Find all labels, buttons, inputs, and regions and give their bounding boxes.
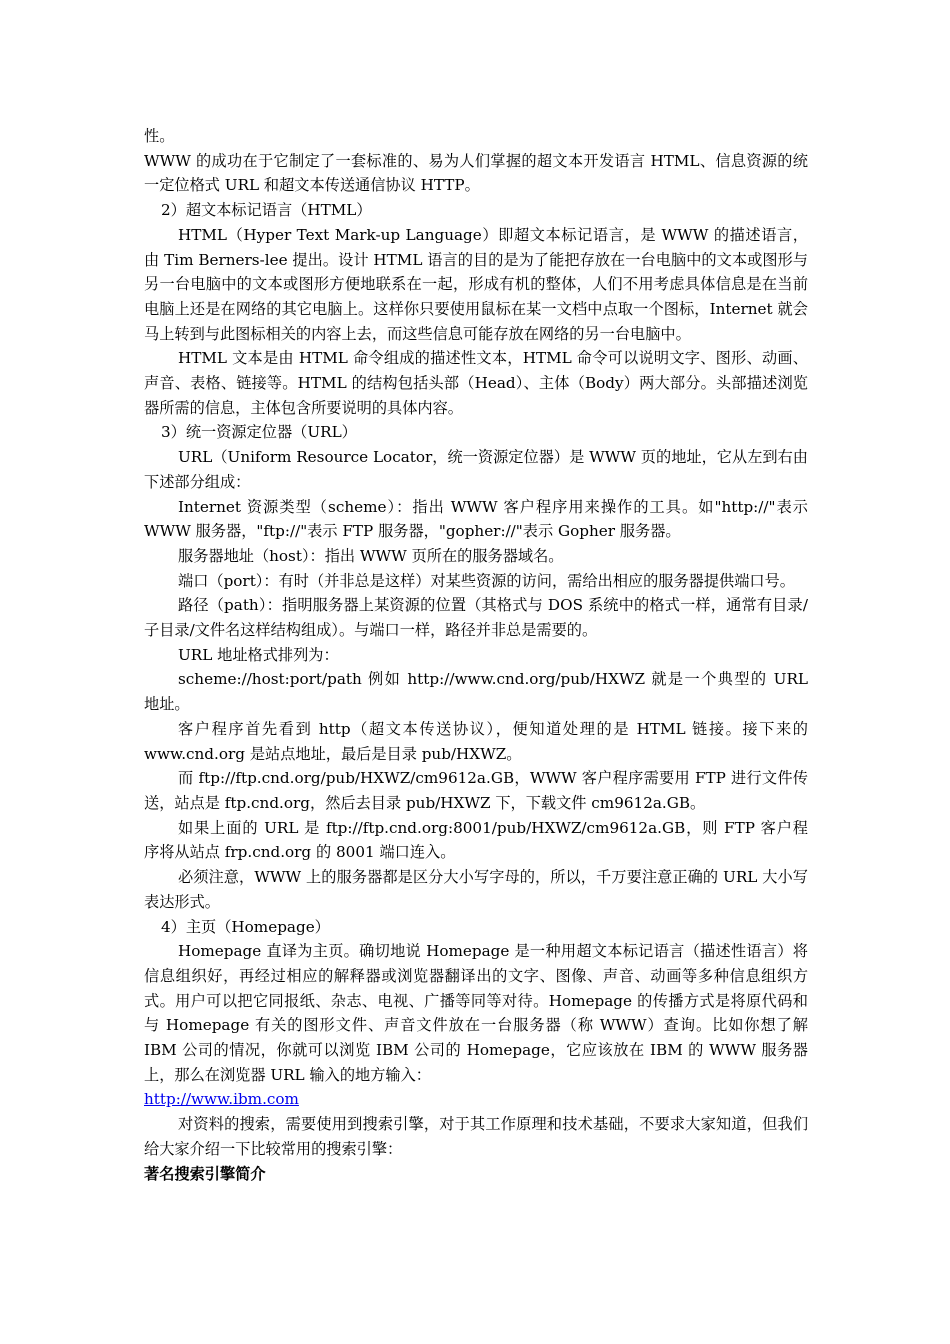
ibm-link-line — [144, 1087, 808, 1112]
paragraph-html-definition: HTML（Hyper Text Mark-up Language）即超文本标记语言，是 WWW 的描述语言，由 Tim Berners-lee 提出。设计 HTML 语言的目的是为了能把存放在一台电脑中的文本或图形与另一台电脑中的文本或图形方便地联系在一起，形成有机的整体，人们不用考虑具体信息是在当前电脑上还是在网络的其它电脑上。这样你只要使用鼠标在某一文档中点取一个图标，Internet 就会马上转到与此图标相关的内容上去，而这些信息可能存放在网络的另一台电脑中。 — [144, 225, 808, 343]
paragraph-www-success: WWW 的成功在于它制定了一套标准的、易为人们掌握的超文本开发语言 HTML、信息资源的统一定位格式 URL 和超文本传送通信协议 HTTP。 — [144, 151, 808, 195]
ibm-link[interactable]: http://www.ibm.com — [144, 1090, 299, 1109]
paragraph-url-path: 路径（path）：指明服务器上某资源的位置（其格式与 DOS 系统中的格式一样，通常有目录/子目录/文件名这样结构组成）。与端口一样，路径并非总是需要的。 — [144, 596, 808, 640]
document-body — [144, 124, 808, 1186]
paragraph-url-example: scheme://host:port/path 例如 http://www.cnd.org/pub/HXWZ 就是一个典型的 URL 地址。 — [144, 670, 808, 714]
section-heading-homepage: 4）主页（Homepage） — [161, 917, 330, 936]
paragraph-url-definition: URL（Uniform Resource Locator，统一资源定位器）是 WWW 页的地址，它从左到右由下述部分组成： — [144, 448, 808, 491]
paragraph-url-port: 端口（port）：有时（并非总是这样）对某些资源的访问，需给出相应的服务器提供端口号。 — [178, 571, 795, 590]
paragraph-client-http: 客户程序首先看到 http（超文本传送协议），便知道处理的是 HTML 链接。接下来的 www.cnd.org 是站点地址，最后是目录 pub/HXWZ。 — [144, 719, 808, 763]
section-heading-url: 3）统一资源定位器（URL） — [161, 423, 357, 442]
paragraph-ftp-port-example: 如果上面的 URL 是 ftp://ftp.cnd.org:8001/pub/HXWZ/cm9612a.GB，则 FTP 客户程序将从站点 frp.cnd.org 的 8001 端口连入。 — [144, 818, 808, 862]
heading-search-engines: 著名搜索引擎简介 — [144, 1164, 266, 1183]
paragraph-ftp-example: 而 ftp://ftp.cnd.org/pub/HXWZ/cm9612a.GB，WWW 客户程序需要用 FTP 进行文件传送，站点是 ftp.cnd.org，然后去目录 pub/HXWZ 下，下载文件 cm9612a.GB。 — [144, 769, 808, 812]
section-heading-html: 2）超文本标记语言（HTML） — [161, 201, 372, 220]
paragraph-homepage: Homepage 直译为主页。确切地说 Homepage 是一种用超文本标记语言（描述性语言）将信息组织好，再经过相应的解释器或浏览器翻译出的文字、图像、声音、动画等多种信息组织方式。用户可以把它同报纸、杂志、电视、广播等同等对待。Homepage 的传播方式是将原代码和与 Homepage 有关的图形文件、声音文件放在一台服务器（称 WWW）查询。比如你想了解 IBM 公司的情况，你就可以浏览 IBM 公司的 Homepage，它应该放在 IBM 的 WWW 服务器上，那么在浏览器 URL 输入的地方输入： — [144, 942, 808, 1084]
paragraph-url-format: URL 地址格式排列为： — [178, 645, 339, 664]
paragraph-case-sensitive: 必须注意，WWW 上的服务器都是区分大小写字母的，所以，千万要注意正确的 URL 大小写表达形式。 — [144, 868, 808, 911]
paragraph-continuation: 性。 — [144, 127, 175, 145]
paragraph-search-engine: 对资料的搜索，需要使用到搜索引擎，对于其工作原理和技术基础，不要求大家知道，但我们给大家介绍一下比较常用的搜索引擎： — [144, 1115, 808, 1158]
paragraph-html-structure: HTML 文本是由 HTML 命令组成的描述性文本，HTML 命令可以说明文字、图形、动画、声音、表格、链接等。HTML 的结构包括头部（Head）、主体（Body）两大部分。头部描述浏览器所需的信息，主体包含所要说明的具体内容。 — [144, 349, 808, 417]
paragraph-url-scheme: Internet 资源类型（scheme）：指出 WWW 客户程序用来操作的工具。如"http://"表示 WWW 服务器，"ftp://"表示 FTP 服务器，"gopher://"表示 Gopher 服务器。 — [144, 497, 808, 541]
paragraph-url-host: 服务器地址（host）：指出 WWW 页所在的服务器域名。 — [178, 546, 564, 565]
